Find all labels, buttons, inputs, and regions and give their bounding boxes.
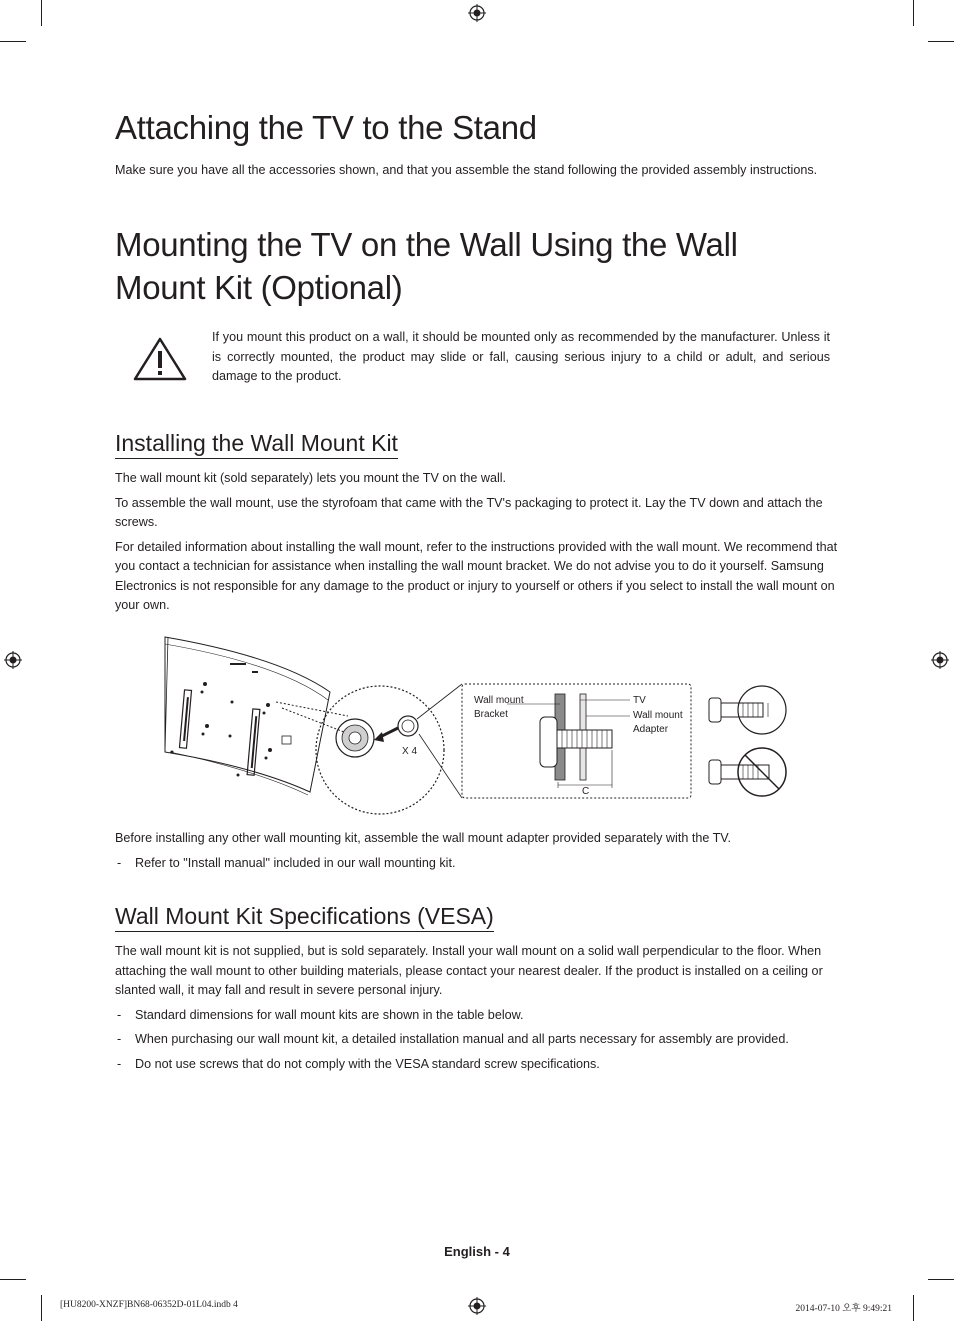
caution-block — [212, 328, 830, 387]
caution-warning-icon — [132, 336, 188, 382]
page-number: English - 4 — [444, 1244, 510, 1259]
crop-mark — [0, 41, 26, 42]
registration-mark-icon — [931, 651, 949, 669]
label-tv: TV — [633, 695, 646, 706]
list-item: - Refer to "Install manual" included in our wall mounting kit. — [117, 855, 456, 870]
section-vesa — [115, 902, 840, 1074]
print-slug-right: 2014-07-10 오후 9:49:21 — [795, 1304, 892, 1314]
label-wall-mount-adapter-2: Adapter — [633, 724, 669, 735]
install-paragraph: For detailed information about installing the wall mount, refer to the instructions provided with the wall mount. We recommend that you contact a technician for assistance when installing the wall mount bracket. We do not advise you to do it yourself. Samsung Electronics is not responsible for any damage to the product or injury to yourself or others if you select to install the wall mount on your own. — [115, 539, 838, 612]
crop-mark — [928, 41, 954, 42]
crop-mark — [41, 1295, 42, 1321]
after-diagram-text: Before installing any other wall mounting kit, assemble the wall mount adapter provided separately with the TV. — [115, 831, 732, 845]
zoom-detail-circle — [316, 686, 444, 814]
label-wall-mount-bracket-2: Bracket — [474, 709, 508, 720]
section-wall-mount — [115, 223, 775, 309]
correct-screw-icon — [709, 686, 786, 734]
incorrect-screw-prohibited-icon — [709, 748, 786, 796]
print-slug-left: [HU8200-XNZF]BN68-06352D-01L04.indb 4 — [60, 1300, 238, 1310]
multiplier-label: X 4 — [402, 746, 418, 757]
section-install — [115, 429, 840, 616]
list-item: - Do not use screws that do not comply with the VESA standard screw specifications. — [117, 1056, 600, 1071]
crop-mark — [0, 1279, 26, 1280]
crop-mark — [928, 1279, 954, 1280]
wall-mount-diagram — [160, 632, 800, 817]
crop-mark — [913, 0, 914, 26]
list-item: - Standard dimensions for wall mount kits are shown in the table below. — [117, 1007, 524, 1022]
install-paragraph: The wall mount kit (sold separately) lets you mount the TV on the wall. — [115, 471, 507, 485]
section-install-after — [115, 829, 840, 873]
label-dimension-c: C — [582, 786, 590, 797]
heading-install-wall-mount-kit: Installing the Wall Mount Kit — [115, 429, 398, 459]
heading-vesa: Wall Mount Kit Specifications (VESA) — [115, 902, 494, 932]
registration-mark-icon — [4, 651, 22, 669]
registration-mark-icon — [468, 1297, 486, 1315]
vesa-paragraph: The wall mount kit is not supplied, but is sold separately. Install your wall mount on a solid wall perpendicular to the floor. When attaching the wall mount to other building materials, please contact your nearest dealer. If the product is installed on a ceiling or slanted wall, it may fall and result in severe personal injury. — [115, 944, 823, 997]
crop-mark — [913, 1295, 914, 1321]
registration-mark-icon — [468, 4, 486, 22]
page-title-stand: Attaching the TV to the Stand — [115, 109, 537, 146]
section-stand — [115, 106, 840, 181]
crop-mark — [41, 0, 42, 26]
list-item: - When purchasing our wall mount kit, a detailed installation manual and all parts necessary for assembly are provided. — [117, 1032, 789, 1046]
intro-stand-text: Make sure you have all the accessories shown, and that you assemble the stand following the provided assembly instructions. — [115, 163, 818, 177]
label-wall-mount-bracket-1: Wall mount — [474, 695, 524, 706]
install-paragraph: To assemble the wall mount, use the styrofoam that came with the TV's packaging to protect it. Lay the TV down and attach the screws. — [115, 495, 823, 529]
caution-text: If you mount this product on a wall, it should be mounted only as recommended by the manufacturer. Unless it is correctly mounted, the product may slide or fall, causing serious injury to a child or adult, and serious damage to the product. — [212, 330, 830, 383]
label-wall-mount-adapter-1: Wall mount — [633, 710, 683, 721]
page-title-wall-mount: Mounting the TV on the Wall Using the Wall Mount Kit (Optional) — [115, 226, 738, 306]
